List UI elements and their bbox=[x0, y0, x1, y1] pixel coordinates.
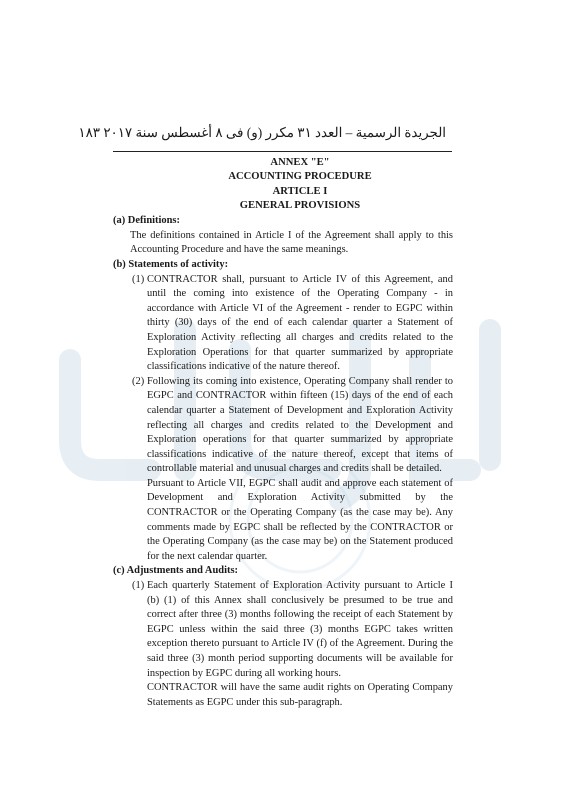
section-a-body: The definitions contained in Article I of the Agreement shall apply to this Accounting Procedure and have the same meanings. bbox=[130, 229, 453, 256]
annex-titles bbox=[113, 156, 453, 213]
section-b-item-2 bbox=[113, 375, 453, 477]
item-text: CONTRACTOR shall, pursuant to Article IV of this Agreement, and until the coming into existence of the Operating Company - in accordance with Article VI of the Agreement - render to EGPC within thirty (30) days of the end of each calendar quarter a Statement of Exploration Activity reflecting all charges and credits related to the Exploration Operations for that quarter summarized by appropriate classifications indicative of the nature thereof. bbox=[147, 273, 453, 373]
section-c-item-1 bbox=[113, 579, 453, 681]
section-b-item-1 bbox=[113, 273, 453, 375]
item-number: (1) bbox=[132, 580, 145, 592]
annex-title: ANNEX "E" bbox=[270, 157, 330, 168]
section-c-heading: (c) Adjustments and Audits: bbox=[113, 565, 238, 577]
gazette-header: الجريدة الرسمية – العدد ٣١ مكرر (و) فى ٨ أغسطس سنة ٢٠١٧ ١٨٣ bbox=[78, 125, 446, 140]
item-number: (1) bbox=[132, 273, 145, 285]
item-text: Following its coming into existence, Operating Company shall render to EGPC and CONTRACTOR within fifteen (15) days of the end of each calendar quarter a Statement of Development and Exploration Activity reflecting all charges and credits related to the Development and Exploration operations for that quarter summarized by appropriate classifications indicative of the nature thereof, except that items of controllable material and unusual charges and credits shall be detailed. bbox=[147, 375, 453, 475]
procedure-title: ACCOUNTING PROCEDURE bbox=[228, 171, 372, 183]
provisions-title: GENERAL PROVISIONS bbox=[239, 199, 361, 211]
section-b-item-2-continuation: Pursuant to Article VII, EGPC shall audit and approve each statement of Development and Exploration Activity submitted by the CONTRACTOR or the Operating Company (as the case may be). Any comments made by EGPC shall be reflected by the CONTRACTOR or the Operating Company (as the case may be) on the Statement produced for the next calendar quarter. bbox=[147, 477, 453, 562]
document-body bbox=[113, 156, 453, 710]
section-b-heading: (b) Statements of activity: bbox=[113, 258, 229, 270]
item-text: Each quarterly Statement of Exploration Activity pursuant to Article I (b) (1) of this Annex shall conclusively be presumed to be true and correct after three (3) months following the receipt of each Statement by EGPC unless within the said three (3) months EGPC takes written exception thereto pursuant to Article IV (f) of the Agreement. During the said three (3) month period supporting documents will be available for inspection by EGPC during all working hours. bbox=[147, 580, 453, 679]
item-number: (2) bbox=[132, 375, 145, 387]
section-c-item-1-continuation: CONTRACTOR will have the same audit rights on Operating Company Statements as EGPC under this sub-paragraph. bbox=[147, 682, 453, 708]
article-title: ARTICLE I bbox=[272, 185, 328, 197]
section-a-heading: (a) Definitions: bbox=[113, 215, 180, 227]
header-divider bbox=[113, 151, 452, 152]
